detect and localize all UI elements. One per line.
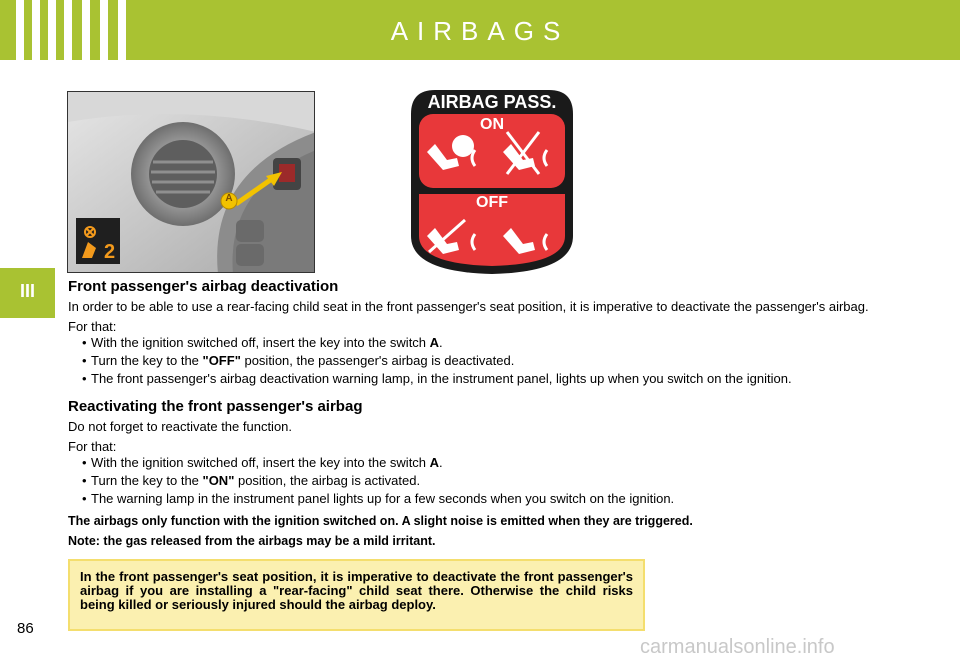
deactivation-steps	[68, 335, 894, 387]
page-header	[0, 0, 960, 60]
page-title: AIRBAGS	[390, 16, 570, 46]
header-stripe	[64, 0, 72, 60]
section-heading-deactivation: Front passenger's airbag deactivation	[68, 278, 339, 295]
section-heading-reactivation: Reactivating the front passenger's airbag	[68, 398, 363, 415]
switch-callout-label: A	[225, 193, 233, 204]
badge-off-label: OFF	[476, 194, 508, 211]
list-item: • Turn the key to the "ON" position, the airbag is activated.	[82, 473, 894, 489]
reactivation-steps	[68, 455, 894, 507]
gas-note: Note: the gas released from the airbags may be a mild irritant.	[68, 534, 436, 548]
airbag-pass-indicator	[407, 86, 577, 276]
reactivation-for-that: For that:	[68, 439, 117, 454]
svg-text:2: 2	[104, 241, 116, 263]
header-stripe	[32, 0, 40, 60]
watermark: carmanualsonline.info	[640, 636, 835, 658]
list-item: • With the ignition switched off, insert the key into the switch A.	[82, 335, 894, 351]
page-number: 86	[17, 620, 34, 637]
list-item: • Turn the key to the "OFF" position, the passenger's airbag is deactivated.	[82, 353, 894, 369]
header-stripe	[118, 0, 126, 60]
chapter-label: III	[19, 281, 35, 301]
warning-box	[68, 559, 645, 631]
warning-text: In the front passenger's seat position, it is imperative to deactivate the front passenger's airbag if you are installing a "rear-facing" child seat there. Otherwise the child risks being killed or seriously injured should the airbag deploy.	[80, 569, 633, 612]
dashboard-photo	[67, 91, 315, 273]
list-item: • The warning lamp in the instrument panel lights up for a few seconds when you switch on the ignition.	[82, 491, 894, 507]
list-item: • The front passenger's airbag deactivation warning lamp, in the instrument panel, lights up when you switch on the ignition.	[82, 371, 894, 387]
deactivation-for-that: For that:	[68, 319, 117, 334]
list-item: • With the ignition switched off, insert the key into the switch A.	[82, 455, 894, 471]
header-stripe	[48, 0, 56, 60]
header-stripe	[82, 0, 90, 60]
ignition-note: The airbags only function with the ignition switched on. A slight noise is emitted when they are triggered.	[68, 514, 693, 528]
main-content	[68, 278, 894, 549]
header-stripe	[16, 0, 24, 60]
deactivation-intro: In order to be able to use a rear-facing child seat in the front passenger's seat position, it is imperative to deactivate the passenger's airbag.	[68, 299, 869, 314]
header-stripe	[100, 0, 108, 60]
badge-title: AIRBAG PASS.	[427, 92, 557, 112]
reactivation-intro: Do not forget to reactivate the function.	[68, 419, 293, 434]
badge-on-label: ON	[480, 116, 504, 133]
